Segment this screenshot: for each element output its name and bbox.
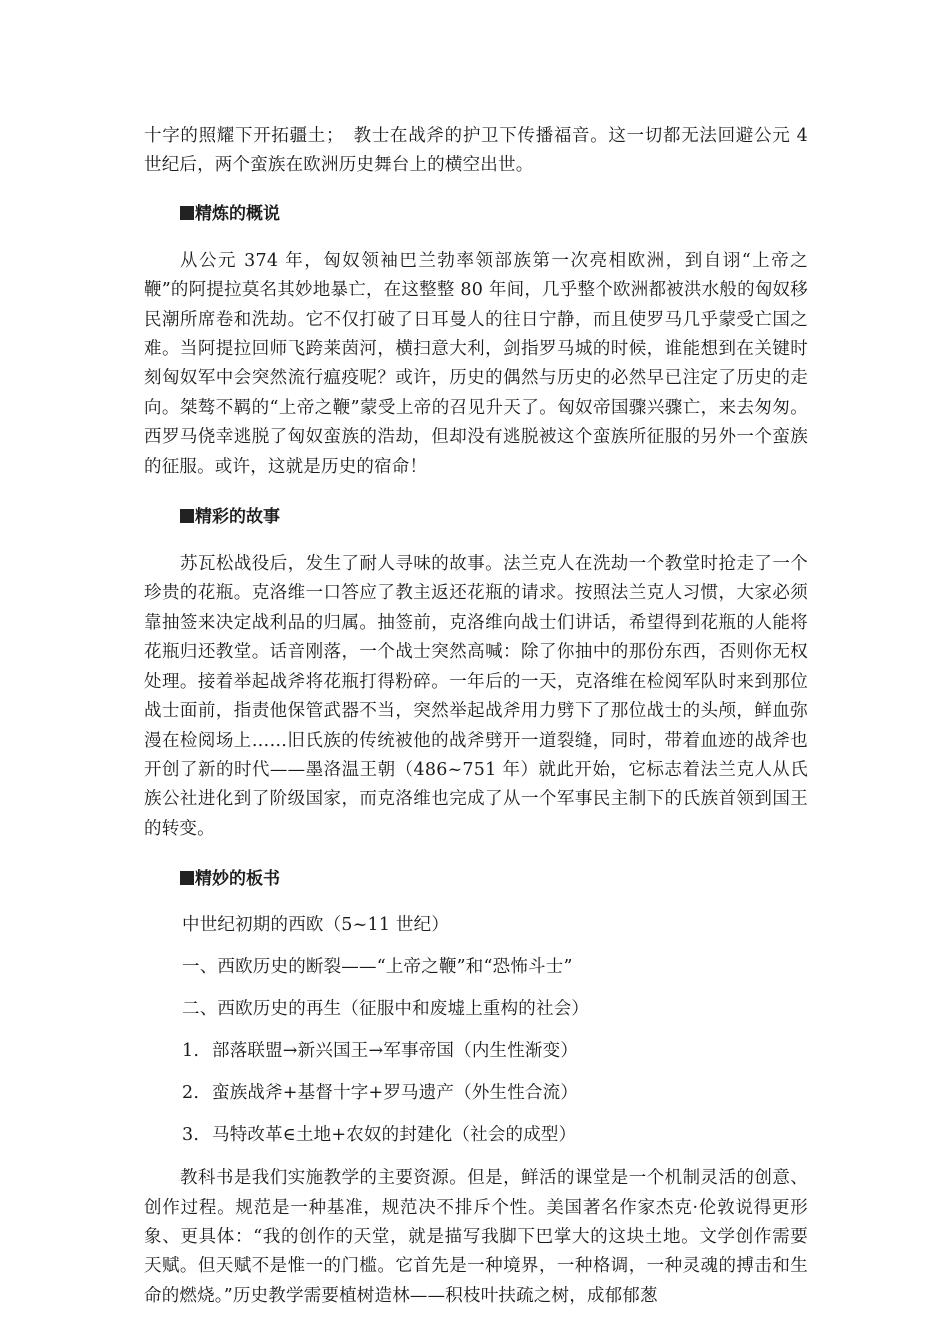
square-bullet-icon	[180, 206, 194, 220]
outline-item: 2. 蛮族战斧+基督十字+罗马遗产（外生性合流）	[182, 1083, 579, 1104]
section-heading-story: 精彩的故事	[144, 504, 808, 530]
square-bullet-icon	[180, 509, 194, 523]
outline-item: 3. 马特改革∈土地+农奴的封建化（社会的成型）	[182, 1125, 577, 1146]
outline-point-2: 二、西欧历史的再生（征服中和废墟上重构的社会）	[182, 999, 590, 1020]
square-bullet-icon	[180, 871, 194, 885]
section-heading-blackboard: 精妙的板书	[144, 866, 808, 892]
section-heading-overview: 精炼的概说	[144, 201, 808, 227]
intro-paragraph: 十字的照耀下开拓疆土； 教士在战斧的护卫下传播福音。这一切都无法回避公元 4 世纪后，两个蛮族在欧洲历史舞台上的横空出世。	[144, 126, 808, 176]
outline-point-1: 一、西欧历史的断裂——“上帝之鞭”和“恐怖斗士”	[182, 957, 573, 978]
overview-paragraph: 从公元 374 年，匈奴领袖巴兰勃率领部族第一次亮相欧洲，到自诩“上帝之鞭”的阿提拉莫名其妙地暴亡，在这整整 80 年间，几乎整个欧洲都被洪水般的匈奴移民潮所席卷和洗劫。它不仅打破了日耳曼人的往日宁静，而且使罗马几乎蒙受亡国之难。当阿提拉回师飞跨莱茵河，横扫意大利，剑指罗马城的时候，谁能想到在关键时刻匈奴军中会突然流行瘟疫呢？或许，历史的偶然与历史的必然早已注定了历史的走向。桀骜不羁的“上帝之鞭”蒙受上帝的召见升天了。匈奴帝国骤兴骤亡，来去匆匆。西罗马侥幸逃脱了匈奴蛮族的浩劫，但却没有逃脱被这个蛮族所征服的另外一个蛮族的征服。或许，这就是历史的宿命！	[144, 250, 808, 477]
story-paragraph: 苏瓦松战役后，发生了耐人寻味的故事。法兰克人在洗劫一个教堂时抢走了一个珍贵的花瓶。克洛维一口答应了教主返还花瓶的请求。按照法兰克人习惯，大家必须靠抽签来决定战利品的归属。抽签前，克洛维向战士们讲话，希望得到花瓶的人能将花瓶归还教堂。话音刚落，一个战士突然高喊：除了你抽中的那份东西，否则你无权处理。接着举起战斧将花瓶打得粉碎。一年后的一天，克洛维在检阅军队时来到那位战士面前，指责他保管武器不当，突然举起战斧用力劈下了那位战士的头颅，鲜血弥漫在检阅场上……旧氏族的传统被他的战斧劈开一道裂缝，同时，带着血迹的战斧也开创了新的时代——墨洛温王朝（486~751 年）就此开始，它标志着法兰克人从氏族公社进化到了阶级国家，而克洛维也完成了从一个军事民主制下的氏族首领到国王的转变。	[144, 554, 808, 839]
closing-paragraph: 教科书是我们实施教学的主要资源。但是，鲜活的课堂是一个机制灵活的创意、创作过程。规范是一种基准，规范决不排斥个性。美国著名作家杰克·伦敦说得更形象、更具体：“我的创作的天堂，就是描写我脚下巴掌大的这块土地。文学创作需要天赋。但天赋不是惟一的门槛。它首先是一种境界，一种格调，一种灵魂的搏击和生命的燃烧。”历史教学需要植树造林——积枝叶扶疏之树，成郁郁葱	[144, 1168, 808, 1306]
outline-item: 1. 部落联盟→新兴国王→军事帝国（内生性渐变）	[182, 1041, 579, 1062]
outline-title: 中世纪初期的西欧（5~11 世纪）	[182, 915, 450, 936]
document-page	[144, 122, 808, 1311]
